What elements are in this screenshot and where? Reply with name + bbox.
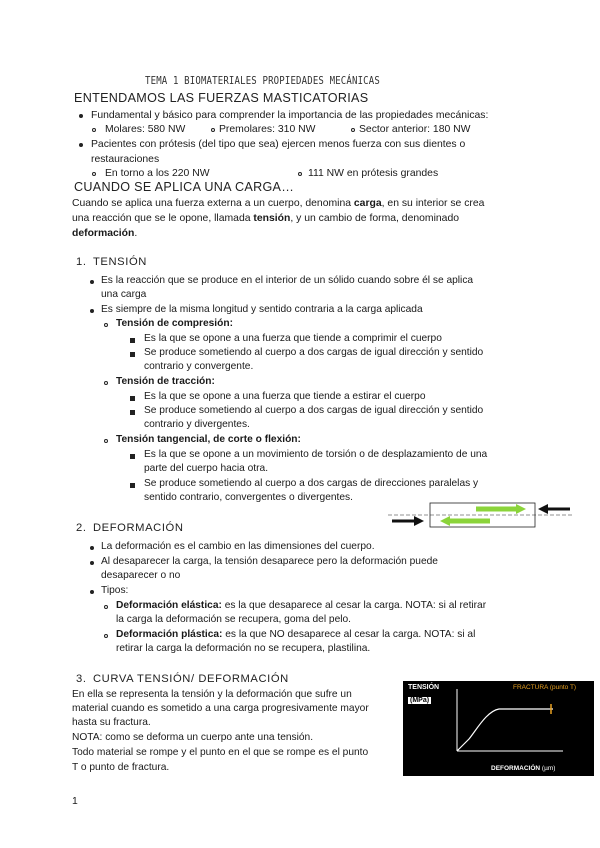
graph-fractura-label: FRACTURA (punto T) <box>513 684 577 691</box>
elastica-l1: Deformación elástica: es la que desaparece al cesar la carga. NOTA: si al retirar <box>116 600 487 611</box>
square-bullet <box>130 454 135 459</box>
circle-bullet <box>298 172 302 176</box>
circle-bullet <box>104 381 108 385</box>
graph-y-unit: (MPa) <box>410 697 430 704</box>
tangencial-2-l1: Se produce sometiendo al cuerpo a dos cargas de direcciones paralelas y <box>144 478 479 489</box>
plastica-l1: Deformación plástica: es la que NO desaparece al cesar la carga. NOTA: si al <box>116 629 476 640</box>
molares-text: Molares: 580 NW <box>105 124 186 135</box>
s3-line-4: NOTA: como se deforma un cuerpo ante una tensión. <box>72 732 314 743</box>
square-bullet <box>130 410 135 415</box>
graph-y-title: TENSIÓN <box>408 684 440 691</box>
sector-text: Sector anterior: 180 NW <box>359 124 471 135</box>
intro-bullet-2-l1: Pacientes con prótesis (del tipo que sea) ejercen menos fuerza con sus dientes o <box>91 139 466 150</box>
section-3-title: CURVA TENSIÓN/ DEFORMACIÓN <box>93 673 289 685</box>
circle-bullet <box>104 439 108 443</box>
s2-bullet-2-l2: desaparecer o no <box>101 570 181 581</box>
para-line-3: deformación. <box>72 228 138 239</box>
bullet-dot <box>79 114 83 118</box>
page-title: TEMA 1 BIOMATERIALES PROPIEDADES MECÁNICAS <box>145 74 380 87</box>
para-line-1: Cuando se aplica una fuerza externa a un cuerpo, denomina carga, en su interior se crea <box>72 198 485 209</box>
entorno-text: En torno a los 220 NW <box>105 168 210 179</box>
stress-strain-graph <box>403 681 594 776</box>
circle-bullet <box>104 605 108 609</box>
tangencial-1-l2: parte del cuerpo hacia otra. <box>144 463 269 474</box>
traccion-1: Es la que se opone a una fuerza que tiende a estirar el cuerpo <box>144 391 426 402</box>
s3-line-5: Todo material se rompe y el punto en el que se rompe es el punto <box>72 747 369 758</box>
section-2-number: 2. <box>76 522 87 534</box>
tangencial-1-l1: Es la que se opone a un movimiento de torsión o de desplazamiento de una <box>144 449 488 460</box>
s2-bullet-2-l1: Al desaparecer la carga, la tensión desaparece pero la deformación puede <box>101 556 438 567</box>
para-line-2: una reacción que se le opone, llamada tensión, y un cambio de forma, denominado <box>72 213 459 224</box>
circle-bullet <box>351 128 355 132</box>
heading-fuerzas: ENTENDAMOS LAS FUERZAS MASTICATORIAS <box>74 91 369 105</box>
s2-bullet-1: La deformación es el cambio en las dimensiones del cuerpo. <box>101 541 375 552</box>
tangencial-title: Tensión tangencial, de corte o flexión: <box>116 434 301 445</box>
s1-bullet-2: Es siempre de la misma longitud y sentido contraria a la carga aplicada <box>101 304 423 315</box>
bullet-dot <box>90 280 94 284</box>
traccion-title: Tensión de tracción: <box>116 376 215 387</box>
circle-bullet <box>211 128 215 132</box>
s1-bullet-1-l1: Es la reacción que se produce en el interior de un sólido cuando sobre él se aplica <box>101 275 474 286</box>
s3-line-2: material cuando es sometido a una carga progresivamente mayor <box>72 703 369 714</box>
section-1-number: 1. <box>76 256 87 268</box>
s3-line-6: T o punto de fractura. <box>72 762 170 773</box>
heading-carga: CUANDO SE APLICA UNA CARGA… <box>74 180 295 194</box>
stress-strain-curve <box>457 709 553 751</box>
intro-bullet-1: Fundamental y básico para comprender la importancia de las propiedades mecánicas: <box>91 110 489 121</box>
page-number: 1 <box>72 796 78 807</box>
elastica-l2: la carga la deformación se recupera, goma del pelo. <box>116 614 352 625</box>
s2-bullet-3: Tipos: <box>101 585 129 596</box>
square-bullet <box>130 352 135 357</box>
plastica-l2: retirar la carga la deformación no se recupera, plastilina. <box>116 643 371 654</box>
compresion-2-l1: Se produce sometiendo al cuerpo a dos cargas de igual dirección y sentido <box>144 347 484 358</box>
black-arrowhead-left <box>538 504 548 514</box>
compresion-1: Es la que se opone a una fuerza que tiende a comprimir el cuerpo <box>144 333 442 344</box>
graph-curve-svg <box>403 681 594 776</box>
square-bullet <box>130 338 135 343</box>
traccion-2-l2: contrario y divergentes. <box>144 419 250 430</box>
s3-line-3: hasta su fractura. <box>72 717 151 728</box>
section-2-title: DEFORMACIÓN <box>93 522 184 534</box>
bullet-dot <box>90 590 94 594</box>
bullet-dot <box>90 309 94 313</box>
section-1-title: TENSIÓN <box>93 256 147 268</box>
bullet-dot <box>90 561 94 565</box>
section-3-number: 3. <box>76 673 87 685</box>
graph-x-title: DEFORMACIÓN (µm) <box>491 765 556 772</box>
black-arrowhead-right <box>414 516 424 526</box>
bullet-dot <box>90 546 94 550</box>
square-bullet <box>130 396 135 401</box>
circle-bullet <box>104 323 108 327</box>
bullet-dot <box>79 143 83 147</box>
compresion-title: Tensión de compresión: <box>116 318 233 329</box>
premolares-text: Premolares: 310 NW <box>219 124 316 135</box>
square-bullet <box>130 483 135 488</box>
s1-bullet-1-l2: una carga <box>101 289 147 300</box>
tangencial-2-l2: sentido contrario, convergentes o divergentes. <box>144 492 353 503</box>
compresion-2-l2: contrario y convergente. <box>144 361 254 372</box>
protesis-text: 111 NW en prótesis grandes <box>308 168 439 179</box>
traccion-2-l1: Se produce sometiendo al cuerpo a dos cargas de igual dirección y sentido <box>144 405 484 416</box>
s3-line-1: En ella se representa la tensión y la deformación que sufre un <box>72 689 352 700</box>
circle-bullet <box>92 172 96 176</box>
shear-force-illustration <box>388 498 572 532</box>
circle-bullet <box>92 128 96 132</box>
intro-bullet-2-l2: restauraciones <box>91 154 160 165</box>
circle-bullet <box>104 634 108 638</box>
